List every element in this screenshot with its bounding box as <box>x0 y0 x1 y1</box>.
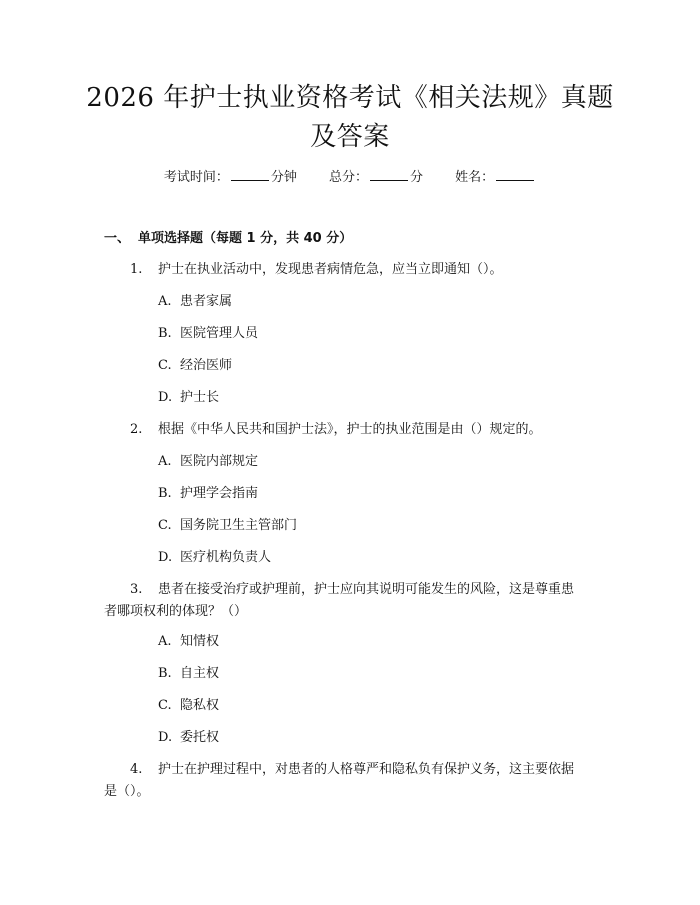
option-3a <box>158 632 219 652</box>
section-title: 单项选择题（每题 1 分，共 40 分） <box>138 231 353 246</box>
question-3-continued <box>104 601 604 623</box>
option-text: 患者家属 <box>180 294 233 309</box>
question-3 <box>104 579 604 601</box>
option-1a <box>158 292 232 312</box>
section-number: 一、 <box>104 231 131 246</box>
option-letter: B. <box>158 486 172 501</box>
question-text: 护士在护理过程中，对患者的人格尊严和隐私负有保护义务，这主要依据 <box>158 762 575 777</box>
question-number: 2. <box>130 422 143 437</box>
option-2a <box>158 452 258 472</box>
option-letter: D. <box>158 730 173 745</box>
option-letter: A. <box>158 634 172 649</box>
question-2 <box>104 419 604 441</box>
question-4-continued <box>104 781 604 803</box>
option-letter: B. <box>158 326 172 341</box>
question-4 <box>104 759 604 781</box>
question-text: 根据《中华人民共和国护士法》，护士的执业范围是由（）规定的。 <box>158 422 542 437</box>
exam-time-unit: 分钟 <box>270 170 297 185</box>
option-text: 知情权 <box>180 634 220 649</box>
option-text: 医院管理人员 <box>180 326 259 341</box>
option-letter: A. <box>158 454 172 469</box>
option-2c <box>158 516 297 536</box>
option-3c <box>158 696 219 716</box>
page-title-line2: 及答案 <box>310 122 390 152</box>
question-text: 患者在接受治疗或护理前，护士应向其说明可能发生的风险，这是尊重患 <box>158 582 575 597</box>
question-text-continued: 者哪项权利的体现？（） <box>104 604 248 619</box>
option-1d <box>158 388 219 408</box>
option-text: 医疗机构负责人 <box>180 550 272 565</box>
option-letter: C. <box>158 518 172 533</box>
exam-meta <box>0 168 700 188</box>
option-text: 经治医师 <box>180 358 233 373</box>
question-text: 护士在执业活动中，发现患者病情危急，应当立即通知（）。 <box>158 262 503 277</box>
question-text-continued: 是（）。 <box>104 784 150 799</box>
option-letter: D. <box>158 390 173 405</box>
option-text: 护士长 <box>180 390 220 405</box>
option-text: 护理学会指南 <box>180 486 259 501</box>
option-1c <box>158 356 232 376</box>
exam-time-label: 考试时间： <box>163 170 229 185</box>
option-text: 隐私权 <box>180 698 220 713</box>
option-text: 委托权 <box>180 730 220 745</box>
total-score-unit: 分 <box>410 170 424 185</box>
page-title-line1: 2026 年护士执业资格考试《相关法规》真题 <box>86 83 614 113</box>
option-2b <box>158 484 258 504</box>
total-score-field <box>329 168 423 188</box>
option-3b <box>158 664 219 684</box>
exam-time-blank <box>231 168 269 181</box>
option-3d <box>158 728 219 748</box>
option-letter: C. <box>158 358 172 373</box>
question-1 <box>104 259 604 281</box>
option-letter: A. <box>158 294 172 309</box>
name-label: 姓名： <box>455 170 495 185</box>
option-text: 国务院卫生主管部门 <box>180 518 298 533</box>
total-score-label: 总分： <box>328 170 368 185</box>
option-letter: B. <box>158 666 172 681</box>
option-2d <box>158 548 271 568</box>
question-number: 3. <box>130 582 143 597</box>
option-text: 医院内部规定 <box>180 454 259 469</box>
option-letter: C. <box>158 698 172 713</box>
section-heading <box>104 229 352 249</box>
option-1b <box>158 324 258 344</box>
question-number: 1. <box>130 262 143 277</box>
name-field <box>455 168 536 188</box>
question-number: 4. <box>130 762 143 777</box>
total-score-blank <box>370 168 408 181</box>
name-blank <box>496 168 534 181</box>
option-text: 自主权 <box>180 666 220 681</box>
exam-time-field <box>164 168 297 188</box>
option-letter: D. <box>158 550 173 565</box>
